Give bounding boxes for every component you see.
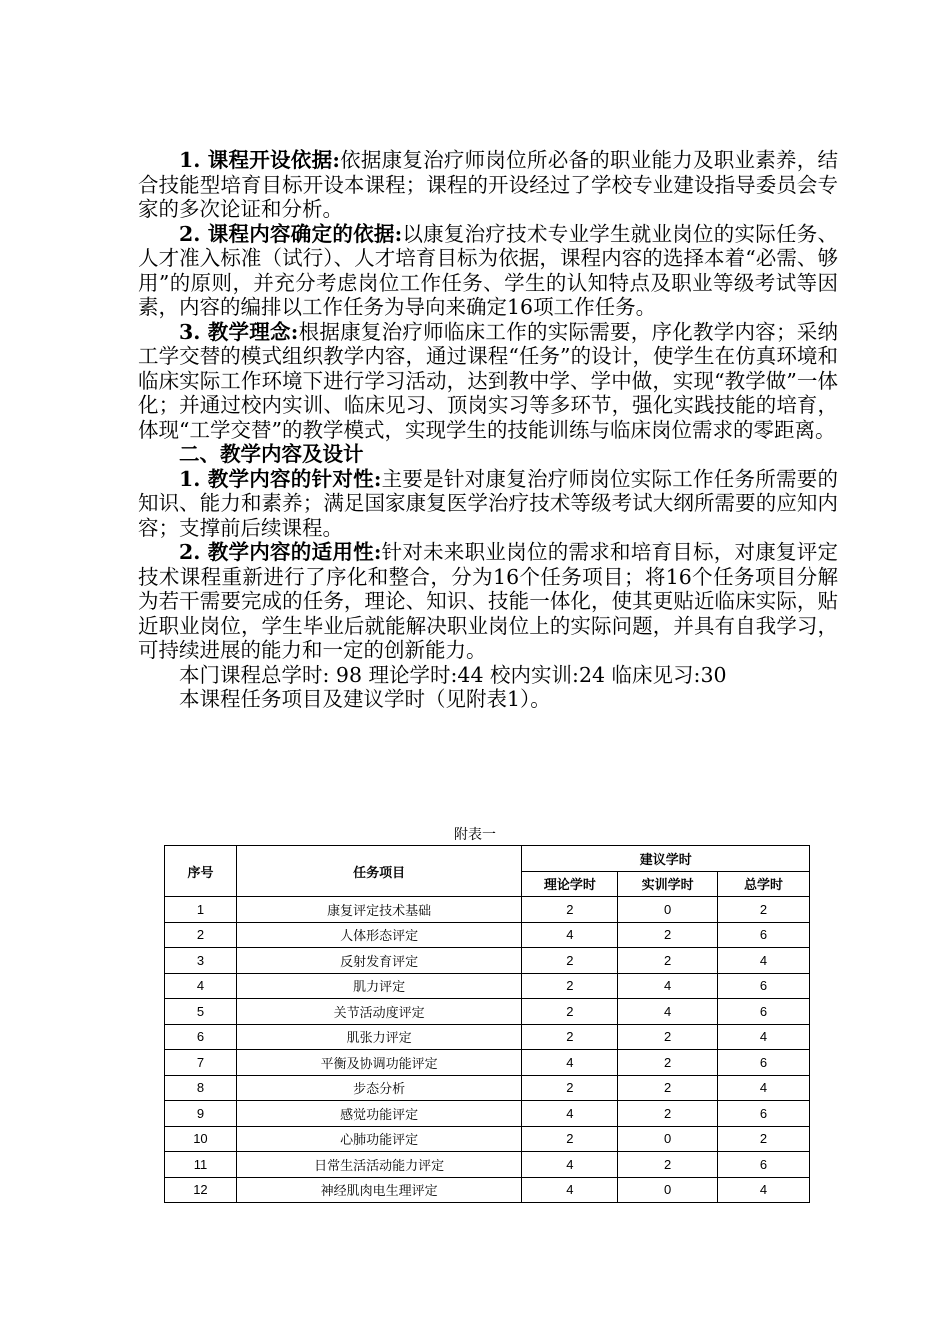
table-row (165, 948, 810, 974)
table-row (165, 922, 810, 948)
cell-no: 8 (165, 1075, 237, 1101)
cell-practice: 0 (618, 897, 718, 923)
cell-total: 2 (718, 1126, 810, 1152)
cell-total: 4 (718, 1024, 810, 1050)
cell-total: 6 (718, 1050, 810, 1076)
paragraph-pertinence (138, 467, 838, 541)
cell-project: 人体形态评定 (236, 922, 522, 948)
cell-project: 日常生活活动能力评定 (236, 1152, 522, 1178)
paragraph-teaching-concept (138, 320, 838, 443)
cell-theory: 4 (522, 1177, 618, 1203)
paragraph-content-basis (138, 222, 838, 320)
paragraph-applicability (138, 540, 838, 663)
paragraph-text: 本门课程总学时: 98 理论学时:44 校内实训:24 临床见习:30 (179, 662, 727, 687)
cell-theory: 4 (522, 1050, 618, 1076)
section-heading-text: 二、教学内容及设计 (179, 442, 364, 466)
paragraph-text: 依据康复治疗师岗位所必备的职业能力及职业素养，结合技能型培育目标开设本课程；课程的开设经过了学校专业建设指导委员会专家的多次论证和分析。 (138, 148, 838, 221)
table-row (165, 1177, 810, 1203)
cell-theory: 4 (522, 922, 618, 948)
section-heading (138, 442, 838, 467)
cell-project: 平衡及协调功能评定 (236, 1050, 522, 1076)
cell-total: 4 (718, 1075, 810, 1101)
paragraph-total-hours (138, 663, 838, 688)
paragraph-table-reference (138, 687, 838, 712)
cell-project: 肌力评定 (236, 973, 522, 999)
body-text (138, 148, 838, 712)
table-row (165, 1126, 810, 1152)
cell-total: 6 (718, 1152, 810, 1178)
table-row (165, 1050, 810, 1076)
paragraph-text: 主要是针对康复治疗师岗位实际工作任务所需要的知识、能力和素养；满足国家康复医学治疗技术等级考试大纲所需要的应知内容；支撑前后续课程。 (138, 466, 839, 540)
cell-theory: 4 (522, 1101, 618, 1127)
header-project: 任务项目 (236, 846, 522, 897)
cell-total: 4 (718, 948, 810, 974)
table-row (165, 897, 810, 923)
cell-total: 6 (718, 999, 810, 1025)
cell-theory: 2 (522, 897, 618, 923)
cell-no: 3 (165, 948, 237, 974)
cell-practice: 4 (618, 999, 718, 1025)
header-total: 总学时 (718, 871, 810, 897)
paragraph-text: 以康复治疗技术专业学生就业岗位的实际任务、人才准入标准（试行）、人才培育目标为依据，课程内容的选择本着“必需、够用”的原则，并充分考虑岗位工作任务、学生的认知特点及职业等级考试等因素，内容的编排以工作任务为导向来确定16项工作任务。 (138, 221, 839, 319)
cell-practice: 0 (618, 1177, 718, 1203)
cell-theory: 2 (522, 1075, 618, 1101)
paragraph-lead: 3. 教学理念: (179, 319, 299, 344)
cell-practice: 2 (618, 1152, 718, 1178)
cell-project: 关节活动度评定 (236, 999, 522, 1025)
cell-total: 6 (718, 1101, 810, 1127)
cell-no: 4 (165, 973, 237, 999)
cell-project: 康复评定技术基础 (236, 897, 522, 923)
cell-project: 心肺功能评定 (236, 1126, 522, 1152)
cell-practice: 2 (618, 948, 718, 974)
cell-theory: 2 (522, 999, 618, 1025)
paragraph-course-basis (138, 148, 838, 222)
cell-total: 6 (718, 973, 810, 999)
header-theory: 理论学时 (522, 871, 618, 897)
cell-no: 6 (165, 1024, 237, 1050)
table-row (165, 1075, 810, 1101)
paragraph-lead: 1. 教学内容的针对性: (179, 466, 382, 491)
cell-project: 反射发育评定 (236, 948, 522, 974)
paragraph-lead: 2. 教学内容的适用性: (179, 540, 382, 564)
table-row (165, 973, 810, 999)
table-row (165, 1024, 810, 1050)
cell-no: 9 (165, 1101, 237, 1127)
cell-theory: 2 (522, 1126, 618, 1152)
cell-theory: 4 (522, 1152, 618, 1178)
course-hours-table (164, 845, 810, 1203)
cell-no: 11 (165, 1152, 237, 1178)
cell-theory: 2 (522, 973, 618, 999)
cell-total: 6 (718, 922, 810, 948)
header-suggested-hours: 建议学时 (522, 846, 810, 872)
cell-practice: 2 (618, 1101, 718, 1127)
paragraph-text: 针对未来职业岗位的需求和培育目标，对康复评定技术课程重新进行了序化和整合，分为16个任务项目；将16个任务项目分解为若干需要完成的任务，理论、知识、技能一体化，使其更贴近临床实际，贴近职业岗位，学生毕业后就能解决职业岗位上的实际问题，并具有自我学习，可持续进展的能力和一定的创新能力。 (138, 540, 839, 662)
cell-practice: 2 (618, 1075, 718, 1101)
cell-total: 4 (718, 1177, 810, 1203)
cell-total: 2 (718, 897, 810, 923)
cell-no: 5 (165, 999, 237, 1025)
cell-practice: 2 (618, 1024, 718, 1050)
cell-project: 感觉功能评定 (236, 1101, 522, 1127)
cell-theory: 2 (522, 1024, 618, 1050)
cell-no: 10 (165, 1126, 237, 1152)
cell-project: 步态分析 (236, 1075, 522, 1101)
table-body (165, 897, 810, 1203)
paragraph-lead: 2. 课程内容确定的依据: (179, 221, 403, 246)
cell-project: 肌张力评定 (236, 1024, 522, 1050)
header-no: 序号 (165, 846, 237, 897)
table-row (165, 999, 810, 1025)
cell-project: 神经肌肉电生理评定 (236, 1177, 522, 1203)
paragraph-text: 根据康复治疗师临床工作的实际需要，序化教学内容；采纳工学交替的模式组织教学内容，通过课程“任务”的设计，使学生在仿真环境和临床实际工作环境下进行学习活动，达到教中学、学中做，实现“教学做”一体化；并通过校内实训、临床见习、顶岗实习等多环节，强化实践技能的培育，体现“工学交替”的教学模式，实现学生的技能训练与临床岗位需求的零距离。 (138, 319, 839, 442)
table-row (165, 1152, 810, 1178)
cell-practice: 4 (618, 973, 718, 999)
table-row (165, 1101, 810, 1127)
paragraph-lead: 1. 课程开设依据: (179, 148, 340, 172)
cell-practice: 0 (618, 1126, 718, 1152)
cell-no: 7 (165, 1050, 237, 1076)
cell-practice: 2 (618, 922, 718, 948)
cell-no: 12 (165, 1177, 237, 1203)
paragraph-text: 本课程任务项目及建议学时（见附表1）。 (179, 687, 551, 711)
header-practice: 实训学时 (618, 871, 718, 897)
cell-no: 2 (165, 922, 237, 948)
cell-no: 1 (165, 897, 237, 923)
cell-theory: 2 (522, 948, 618, 974)
cell-practice: 2 (618, 1050, 718, 1076)
table-caption: 附表一 (454, 827, 496, 843)
table-header-row (165, 846, 810, 872)
